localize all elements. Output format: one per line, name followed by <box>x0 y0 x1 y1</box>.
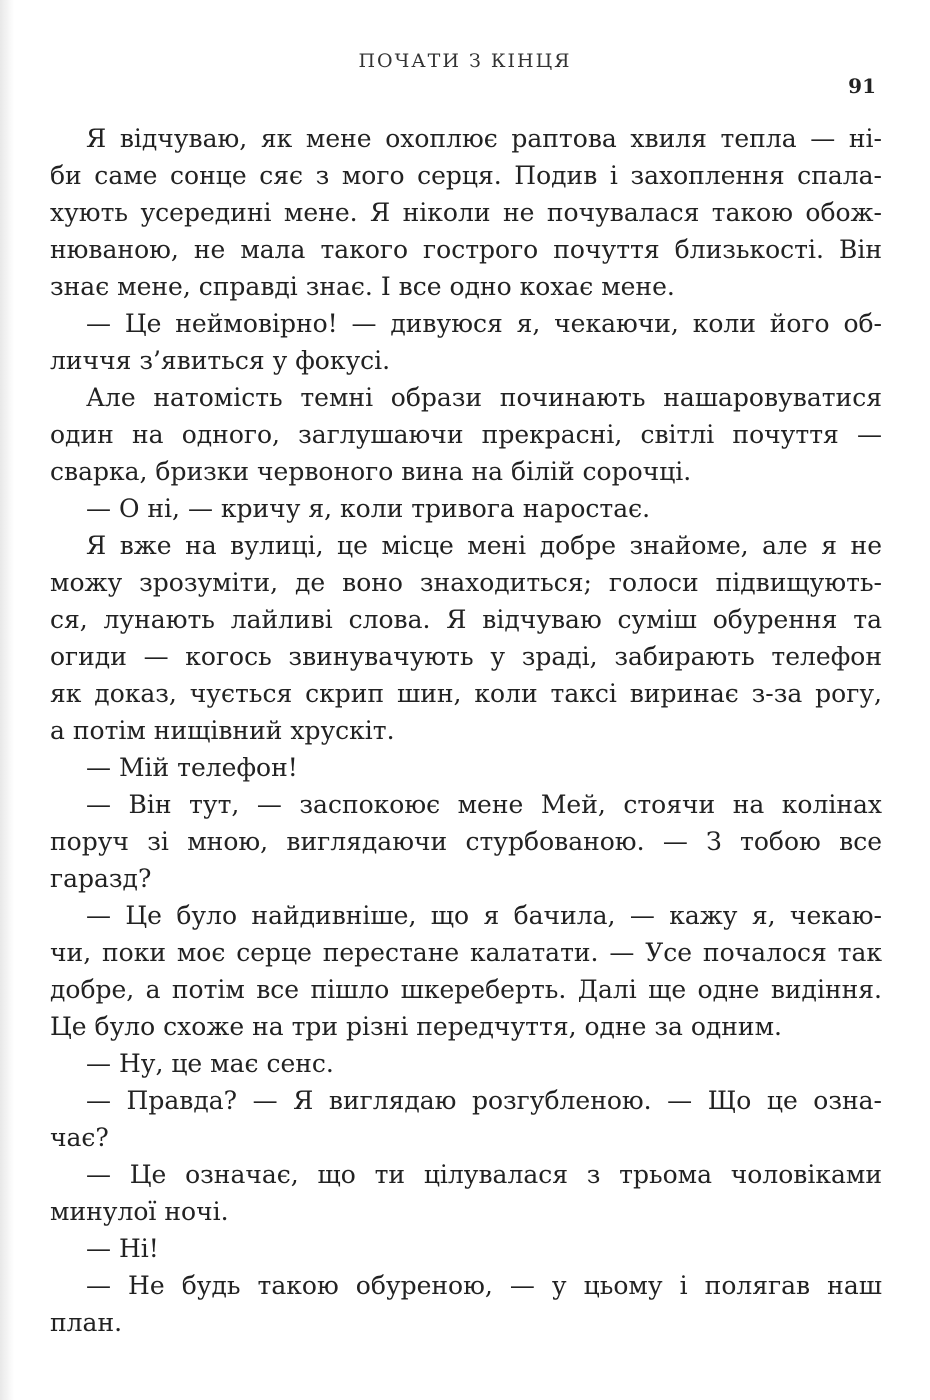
text-line: — Не будь такою обуреною, — у цьому і полягав наш <box>86 1271 882 1300</box>
text-line: чи, поки моє серце перестане калатати. — Усе почалося так <box>50 938 882 967</box>
text-line: — Мій телефон! <box>86 753 298 782</box>
text-line: би саме сонце сяє з мого серця. Подив і захоплення спала- <box>50 161 882 190</box>
page-edge-shadow <box>0 0 14 1400</box>
text-line: можу зрозуміти, де воно знаходиться; голоси підвищують- <box>50 568 882 597</box>
text-line: один на одного, заглушаючи прекрасні, світлі почуття — <box>50 420 882 449</box>
text-line: Я відчуваю, як мене охоплює раптова хвиля тепла — ні- <box>86 124 882 153</box>
text-line: сварка, бризки червоного вина на білій сорочці. <box>50 457 692 486</box>
text-line: Але натомість темні образи починають нашаровуватися <box>86 383 882 412</box>
text-line: — Ні! <box>86 1234 159 1263</box>
text-line: — О ні, — кричу я, коли тривога наростає. <box>86 494 651 523</box>
text-line: ся, лунають лайливі слова. Я відчуваю суміш обурення та <box>50 605 882 634</box>
text-line: — Він тут, — заспокоює мене Мей, стоячи на колінах <box>86 790 882 819</box>
text-line: а потім нищівний хрускіт. <box>50 716 395 745</box>
text-line: Це було схоже на три різні передчуття, одне за одним. <box>50 1012 782 1041</box>
text-line: план. <box>50 1308 123 1337</box>
text-line: — Ну, це має сенс. <box>86 1049 334 1078</box>
text-line: знає мене, справді знає. І все одно кохає мене. <box>50 272 675 301</box>
body-text <box>50 120 882 1341</box>
text-line: личчя з’явиться у фокусі. <box>50 346 391 375</box>
text-line: — Це неймовірно! — дивуюся я, чекаючи, коли його об- <box>86 309 882 338</box>
text-line: поруч зі мною, виглядаючи стурбованою. — З тобою все <box>50 827 882 856</box>
text-line: — Це було найдивніше, що я бачила, — кажу я, чекаю- <box>86 901 882 930</box>
text-line: нюваною, не мала такого гострого почуття близькості. Він <box>50 235 882 264</box>
text-line: минулої ночі. <box>50 1197 229 1226</box>
text-line: — Це означає, що ти цілувалася з трьома чоловіками <box>86 1160 882 1189</box>
text-line: огиди — когось звинувачують у зраді, забирають телефон <box>50 642 882 671</box>
page-number: 91 <box>848 74 876 98</box>
text-line: Я вже на вулиці, це місце мені добре знайоме, але я не <box>86 531 882 560</box>
text-line: чає? <box>50 1123 109 1152</box>
text-line: хують усередині мене. Я ніколи не почувалася такою обож- <box>50 198 882 227</box>
text-line: як доказ, чується скрип шин, коли таксі виринає з-за рогу, <box>50 679 882 708</box>
running-title: ПОЧАТИ З КІНЦЯ <box>358 50 572 72</box>
text-line: гаразд? <box>50 864 152 893</box>
text-line: — Правда? — Я виглядаю розгубленою. — Що це озна- <box>86 1086 882 1115</box>
text-line: добре, а потім все пішло шкереберть. Далі ще одне видіння. <box>50 975 882 1004</box>
